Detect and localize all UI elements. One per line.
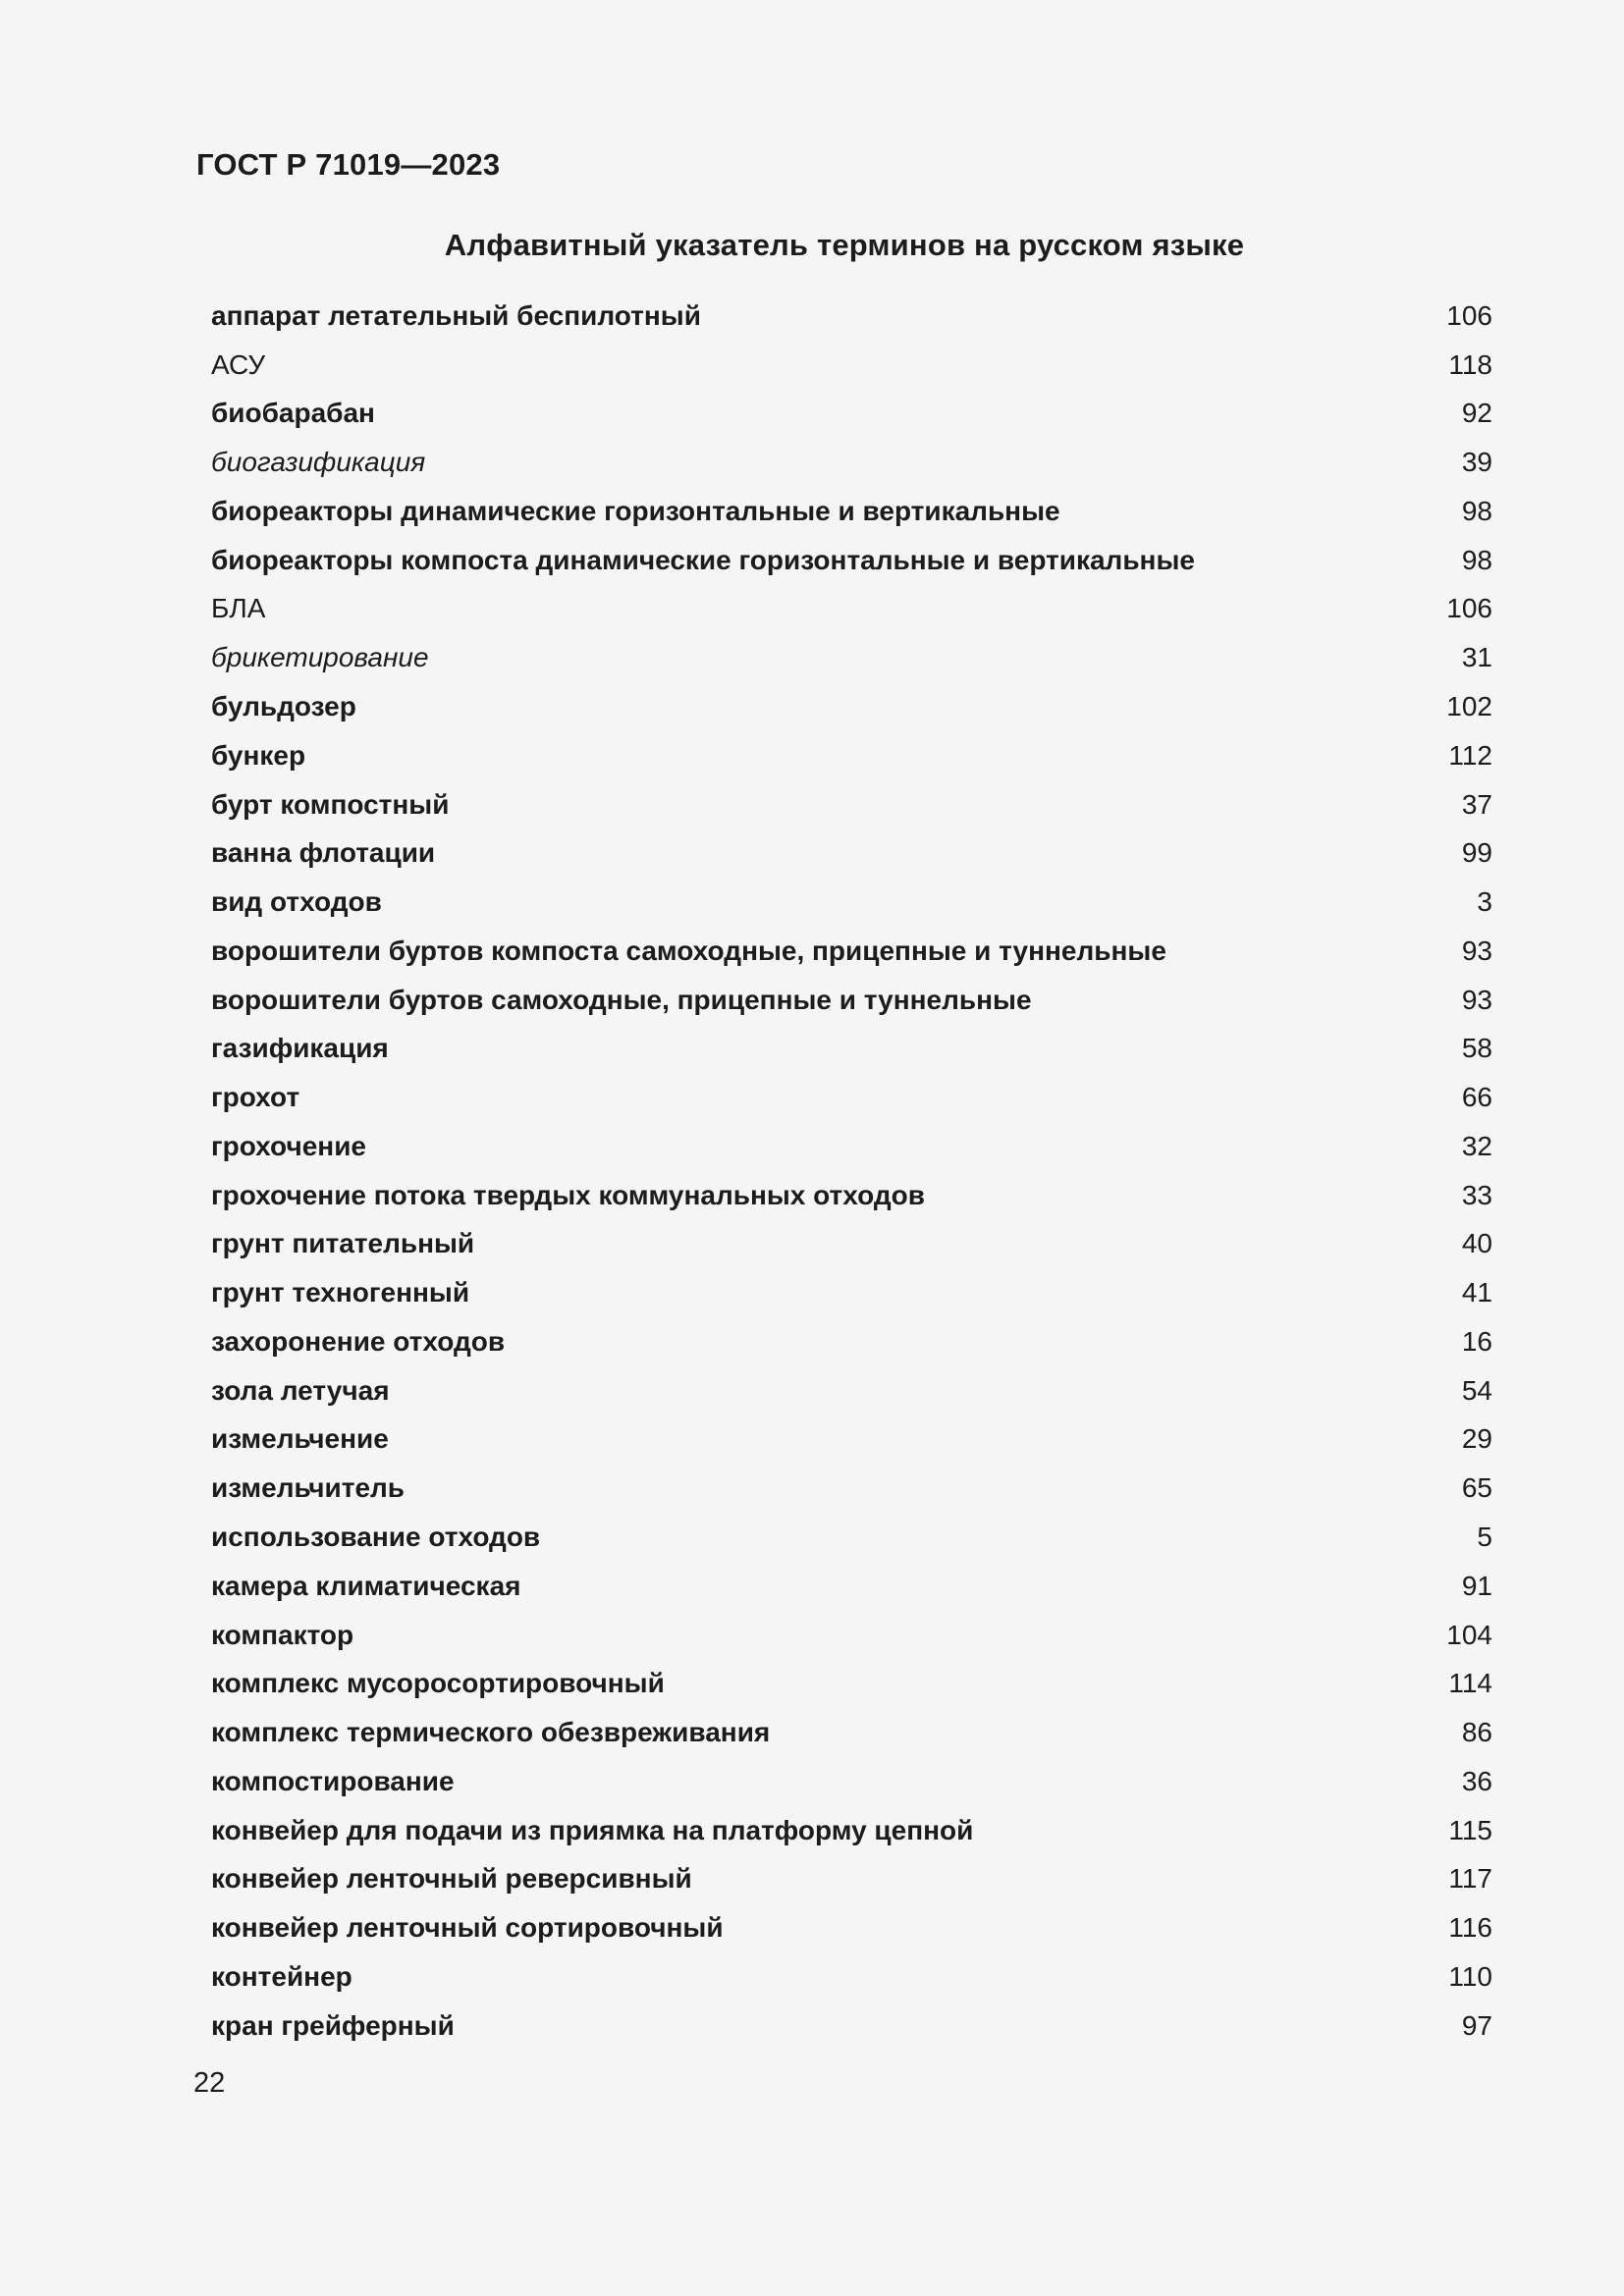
term-page-number: 29 [1461,1423,1492,1455]
index-entry-row [211,1903,1492,1952]
term-page-number: 58 [1461,1033,1492,1064]
term-page-number: 33 [1461,1179,1492,1210]
term-page-number: 115 [1448,1814,1492,1845]
index-entry-row [211,1464,1492,1513]
index-entry-row [211,927,1492,976]
index-entry-row [211,487,1492,536]
index-entry-row [211,1757,1492,1806]
term-page-number: 31 [1461,642,1492,673]
index-entry-row [211,731,1492,780]
term-label: конвейер ленточный сортировочный [211,1912,724,1944]
index-entry-row [211,976,1492,1025]
term-page-number: 112 [1448,739,1492,771]
term-page-number: 32 [1461,1130,1492,1161]
index-entry-row [211,1220,1492,1269]
index-entry-row [211,1513,1492,1562]
index-entry-row [211,1024,1492,1073]
term-label: компактор [211,1619,354,1650]
term-label: захоронение отходов [211,1325,506,1357]
term-page-number: 92 [1461,398,1492,429]
index-entry-row [211,1708,1492,1757]
term-page-number: 65 [1461,1472,1492,1504]
term-page-number: 86 [1461,1717,1492,1748]
term-label: бульдозер [211,691,356,721]
term-page-number: 66 [1461,1082,1492,1113]
index-entry-row [211,585,1492,634]
term-page-number: 99 [1461,837,1492,869]
term-label: бурт компостный [211,788,450,820]
index-entry-row [211,1415,1492,1465]
index-entry-row [211,633,1492,682]
term-label: грунт питательный [211,1228,475,1259]
index-entry-row [211,1122,1492,1171]
index-entry-row [211,390,1492,439]
term-label: аппарат летательный беспилотный [211,299,701,331]
term-label: комплекс мусоросортировочный [211,1668,665,1699]
index-entry-row [211,1855,1492,1904]
term-page-number: 106 [1446,593,1492,624]
term-label: измельчитель [211,1472,406,1504]
term-page-number: 36 [1461,1765,1492,1796]
page-title: Алфавитный указатель терминов на русском языке [444,228,1245,262]
term-label: ворошители буртов компоста самоходные, прицепные и туннельные [211,934,1166,966]
term-page-number: 41 [1461,1277,1492,1308]
term-label: биогазификация [211,447,426,478]
index-entry-row [211,292,1492,341]
term-page-number: 91 [1461,1570,1492,1601]
term-page-number: 117 [1448,1863,1492,1895]
term-label: биобарабан [211,398,375,429]
term-page-number: 97 [1461,2009,1492,2041]
term-label: АСУ [211,348,266,380]
term-label: грохочение потока твердых коммунальных отходов [211,1179,925,1210]
term-label: грохот [211,1082,300,1113]
index-entry-row [211,1268,1492,1317]
index-entry-row [211,1806,1492,1855]
term-page-number: 110 [1448,1960,1492,1992]
term-label: конвейер ленточный реверсивный [211,1863,692,1895]
term-label: кран грейферный [211,2009,455,2041]
term-page-number: 93 [1461,984,1492,1015]
document-standard-number: ГОСТ Р 71019—2023 [196,147,501,182]
index-entry-row [211,1317,1492,1366]
term-page-number: 114 [1448,1668,1492,1699]
term-label: контейнер [211,1960,352,1992]
term-label: ванна флотации [211,837,436,869]
index-entry-row [211,438,1492,487]
term-page-number: 54 [1461,1374,1492,1406]
term-label: газификация [211,1033,389,1064]
term-label: камера климатическая [211,1570,521,1601]
term-page-number: 98 [1461,495,1492,526]
page-number: 22 [193,2067,226,2099]
term-page-number: 106 [1446,299,1492,331]
term-page-number: 3 [1477,886,1492,918]
term-label: бункер [211,739,306,771]
index-entry-row [211,1562,1492,1611]
index-entry-row [211,1073,1492,1122]
index-entry-row [211,1171,1492,1220]
index-entry-row [211,1952,1492,2002]
index-entry-row [211,2002,1492,2051]
term-page-number: 16 [1461,1325,1492,1357]
term-page-number: 116 [1448,1912,1492,1944]
term-label: брикетирование [211,642,429,673]
term-page-number: 118 [1448,348,1492,380]
term-page-number: 5 [1477,1522,1492,1553]
index-entry-row [211,536,1492,585]
term-label: грунт техногенный [211,1277,470,1308]
term-label: измельчение [211,1423,389,1455]
term-label: биореакторы динамические горизонтальные и вертикальные [211,495,1060,526]
term-page-number: 98 [1461,544,1492,575]
index-entry-row [211,682,1492,731]
index-entry-row [211,1366,1492,1415]
term-page-number: 37 [1461,788,1492,820]
index-entry-row [211,878,1492,927]
term-page-number: 102 [1446,691,1492,721]
index-entry-row [211,1611,1492,1660]
index-entry-row [211,780,1492,829]
term-label: конвейер для подачи из приямка на платформу цепной [211,1814,974,1845]
term-page-number: 40 [1461,1228,1492,1259]
term-page-number: 39 [1461,447,1492,478]
term-label: использование отходов [211,1522,541,1553]
term-label: ворошители буртов самоходные, прицепные и туннельные [211,984,1032,1015]
term-page-number: 104 [1446,1619,1492,1650]
index-entry-row [211,1659,1492,1708]
index-entry-row [211,828,1492,878]
term-label: компостирование [211,1765,455,1796]
index-entry-row [211,341,1492,390]
term-label: биореакторы компоста динамические горизонтальные и вертикальные [211,544,1195,575]
term-label: БЛА [211,593,266,624]
alphabetical-index-list [211,292,1492,2051]
term-label: грохочение [211,1130,366,1161]
term-label: вид отходов [211,886,382,918]
term-label: зола летучая [211,1374,390,1406]
term-label: комплекс термического обезвреживания [211,1717,771,1748]
term-page-number: 93 [1461,934,1492,966]
